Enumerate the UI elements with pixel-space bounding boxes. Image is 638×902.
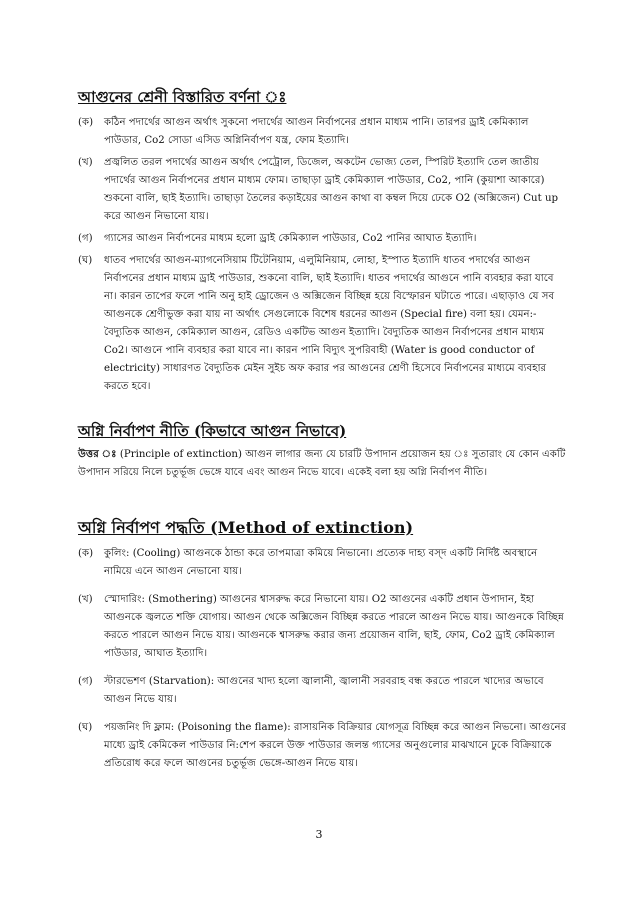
list-item (78, 673, 568, 709)
item-label: (ঘ) (78, 721, 93, 733)
list-item (78, 154, 568, 226)
section-heading-fire-classes: আগুনের শ্রেনী বিস্তারিত বর্ণনা ঃ (78, 88, 287, 106)
list-item (78, 230, 568, 248)
list-item (78, 545, 568, 581)
extinction-methods-list (78, 545, 568, 773)
item-text: স্টারভেশণ (Starvation): আগুনের খাদ্য হলো জ্বালানী, জ্বালানী সরবরাহ বন্ধ করতে পারলে খাদ্যের অভাবে আগুন নিভে যায়। (104, 675, 544, 705)
list-item (78, 719, 568, 773)
item-text: স্মোদারিং: (Smothering) আগুনের শ্বাসরুদ্ধ করে নিভানো যায়। O2 আগুনের একটি প্রধান উপাদান, ইহা আগুনকে জ্বলতে শক্তি যোগায়। আগুন থেকে অক্সিজেন বিচ্ছিন্ন করতে পারলে আগুন নিভে যায়। আগুনকে বিচ্ছিন্ন করতে পারলে আগুন নিভে যায়। আগুনকে শ্বাসরুদ্ধ করার জন্য প্রয়োজন বালি, ছাই, ফোম, Co2 ড্রাই কেমিক্যাল পাউডার, আঘাত ইত্যাদি। (104, 593, 564, 659)
answer-label: উত্তর ঃ (78, 448, 117, 460)
item-label: (খ) (78, 593, 93, 605)
principle-paragraph (78, 445, 568, 482)
list-item (78, 591, 568, 663)
item-label: (গ) (78, 232, 93, 244)
item-label: (ক) (78, 116, 94, 128)
item-label: (খ) (78, 156, 93, 168)
page-number: 3 (315, 828, 323, 841)
answer-text: (Principle of extinction) আগুন লাগার জন্য যে চারটি উপাদান প্রয়োজন হয় ঃ সুতারাং যে কোন একটি উপাদান সরিয়ে নিলে চতুর্ভূজ ভেঙ্গে যাবে এবং আগুন নিভে যাবে। একেই বলা হয় অগ্নি নির্বাপণ নীতি। (78, 449, 566, 478)
item-text: প্রজ্বলিত তরল পদার্থের আগুন অর্থাৎ পেট্রোল, ডিজেল, অকটেন ভোজ্য তেল, স্পিরিট ইত্যাদি তেল জাতীয় পদার্থের আগুন নির্বাপনের প্রধান মাধ্যম ফোম। তাছাড়া ড্রাই কেমিক্যাল পাউডার, Co2, পানি (কুয়াশা আকারে) শুকনো বালি, ছাই ইত্যাদি। তাছাড়া তৈলের কড়াইয়ের আগুন কাথা বা কম্বল দিয়ে ঢেকে O2 (অক্সিজেন) Cut up করে আগুন নিভানো যায়। (104, 156, 559, 222)
item-text: ধাতব পদার্থের আগুন-ম্যাগনেসিয়াম টিটেনিয়াম, এলুমিনিয়াম, লোহা, ইস্পাত ইত্যাদি ধাতব পদার্থের আগুন নির্বাপনের প্রধান মাধ্যম ড্রাই পাউডার, শুকনো বালি, ছাই ইত্যাদি। ধাতব পদার্থের আগুনে পানি ব্যবহার করা যাবে না। কারন তাপের ফলে পানি অনু হাই ড্রোজেন ও অক্সিজেন বিচ্ছিন্ন হয়ে বিস্ফোরন ঘটাতে পারে। এছাড়াও যে সব আগুনকে শ্রেণীভুক্ত করা যায় না অর্থাৎ সেগুলোকে বিশেষ ধরনের আগুন (Special fire) বলা হয়। যেমন:-বৈদ্যুতিক আগুন, কেমিক্যাল আগুন, রেডিও একটিভ আগুন ইত্যাদি। বৈদ্যুতিক আগুন নির্বাপনের প্রধান মাধ্যম Co2। আগুনে পানি ব্যবহার করা যাবে না। কারন পানি বিদ্যুৎ সুপরিবাহী (Water is good conductor of electricity) সাধারণত বৈদ্যুতিক মেইন সুইচ অফ করার পর আগুনের শ্রেণী হিসেবে নির্বাপনের মাধ্যমে ব্যবহার করতে হবে। (104, 254, 555, 392)
item-label: (গ) (78, 675, 93, 687)
fire-classes-list (78, 114, 568, 396)
document-page (78, 88, 568, 783)
section-heading-extinction-method: অগ্নি নির্বাপণ পদ্ধতি (Method of extinction) (78, 518, 414, 537)
list-item (78, 252, 568, 396)
item-text: পয়জনিং দি ফ্লাম: (Poisoning the flame): রাসায়নিক বিক্রিয়ার যোগসূত্র বিচ্ছিন্ন করে আগুন নিভনো। আগুনের মাধ্যে ড্রাই কেমিকেল পাউডার নি:শেপ করলে উক্ত পাউডার জলন্ত গ্যাসের অনুগুলোর মাঝখানে ঢুকে বিক্রিয়াকে প্রতিরোধ করে ফলে আগুনের চতুর্ভূজ ভেঙ্গে-আগুন নিভে যায়। (104, 721, 567, 769)
item-text: কুলিং: (Cooling) আগুনকে ঠান্ডা করে তাপমাত্রা কমিয়ে নিভানো। প্রত্যেক দাহ্য বস্দ একটি নির্দিষ্ট অবস্থানে নামিয়ে এনে আগুন নেভানো যায়। (104, 547, 538, 577)
item-label: (ঘ) (78, 254, 93, 266)
item-text: কঠিন পদার্থের আগুন অর্থাৎ সুকনো পদার্থের আগুন নির্বাপনের প্রধান মাধ্যম পানি। তারপর ড্রাই কেমিক্যাল পাউডার, Co2 সোডা এসিড অগ্নিনির্বাপণ যন্ত্র, ফোম ইত্যাদি। (104, 116, 529, 146)
section-heading-extinction-principle: অগ্নি নির্বাপণ নীতি (কিভাবে আগুন নিভাবে) (78, 421, 347, 440)
list-item (78, 114, 568, 150)
item-label: (ক) (78, 547, 94, 559)
item-text: গ্যাসের আগুন নির্বাপনের মাধ্যম হলো ড্রাই কেমিক্যাল পাউডার, Co2 পানির আঘাত ইত্যাদি। (104, 232, 477, 244)
